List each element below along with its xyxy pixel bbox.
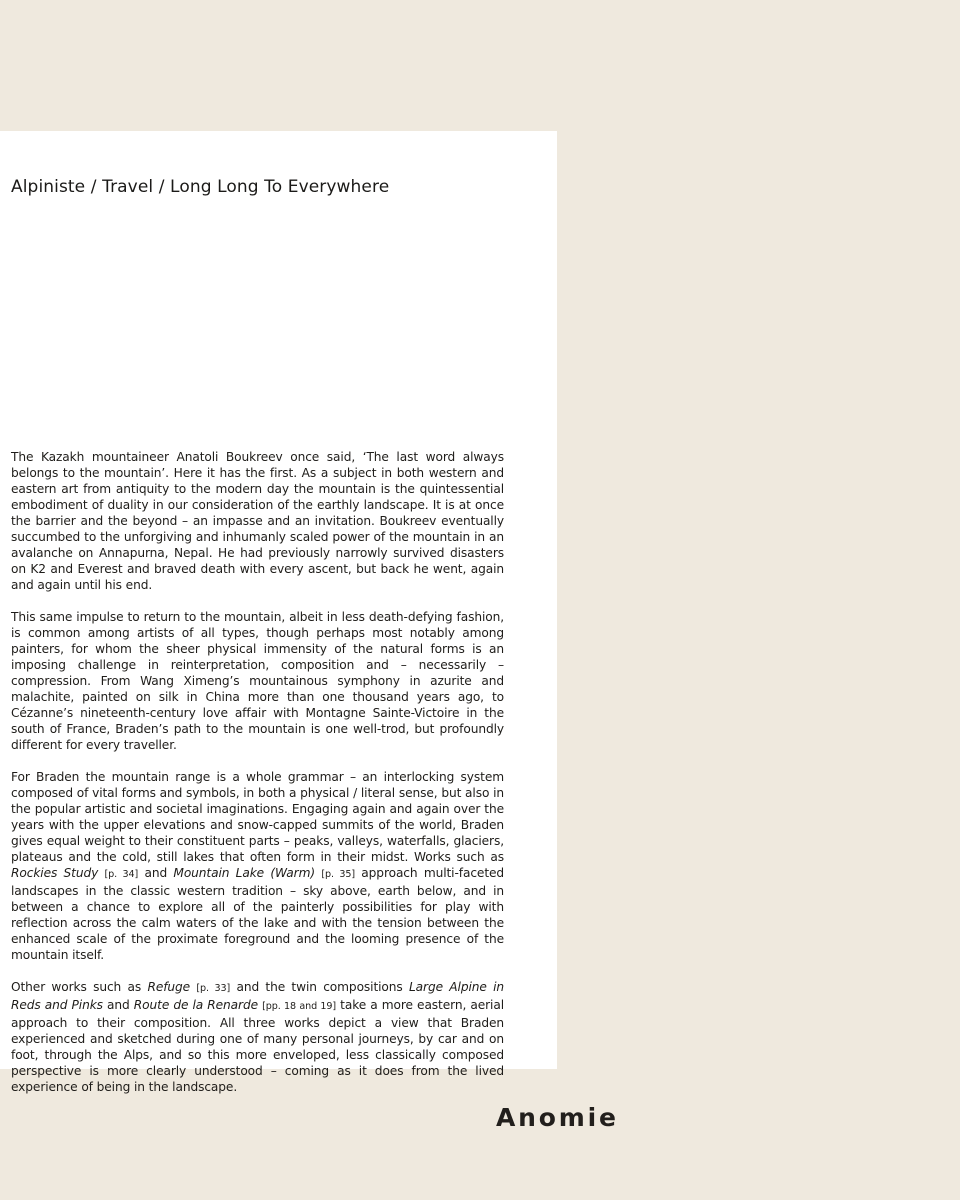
- paragraph-1: The Kazakh mountaineer Anatoli Boukreev once said, ‘The last word always belongs to the mountain’. Here it has the first. As a subject in both western and eastern art from antiquity to the modern day the mountain is the quintessential embodiment of duality in our consideration of the earthly landscape. It is at once the barrier and the beyond – an impasse and an invitation. Boukreev eventually succumbed to the unforgiving and inhumanly scaled power of the mountain in an avalanche on Annapurna, Nepal. He had previously narrowly survived disasters on K2 and Everest and braved death with every ascent, but back he went, again and again until his end.: [11, 450, 504, 592]
- page-ref-35: [p. 35]: [321, 869, 356, 880]
- article-body: [11, 449, 504, 1111]
- paragraph-4-text-d: take a more eastern, aerial approach to their composition. All three works depict a view that Braden experienced and sketched during one of many personal journeys, by car and on foot, through the Alps, and so this more enveloped, less classically composed perspective is more clearly understood – coming as it does from the lived experience of being in the landscape.: [11, 998, 504, 1094]
- brand-wordmark: Anomie: [496, 1103, 619, 1132]
- paragraph-4-text-a: Other works such as: [11, 980, 148, 994]
- work-title-refuge: Refuge: [147, 980, 191, 994]
- paragraph-3-text-b: and: [138, 866, 174, 880]
- paragraph-4: [11, 979, 504, 1095]
- page-ref-33: [p. 33]: [196, 983, 231, 994]
- paragraph-2: This same impulse to return to the mountain, albeit in less death-defying fashion, is common among artists of all types, though perhaps most notably among painters, for whom the sheer physical immensity of the natural forms is an imposing challenge in reinterpretation, composition and – necessarily – compression. From Wang Ximeng’s mountainous symphony in azurite and malachite, painted on silk in China more than one thousand years ago, to Cézanne’s nineteenth-century love affair with Montagne Sainte-Victoire in the south of France, Braden’s path to the mountain is one well-trod, but profoundly different for every traveller.: [11, 610, 504, 752]
- work-title-route-de-la-renarde: Route de la Renarde: [133, 998, 258, 1012]
- work-title-large-alpine: Large Alpine in Reds and Pinks: [11, 980, 505, 1012]
- paragraph-4-text-b: and the twin compositions: [230, 980, 409, 994]
- page-ref-34: [p. 34]: [104, 869, 139, 880]
- paragraph-3-text-a: For Braden the mountain range is a whole grammar – an interlocking system composed of vital forms and symbols, in both a physical / literal sense, but also in the popular artistic and societal imaginations. Engaging again and again over the years with the upper elevations and snow-capped summits of the world, Braden gives equal weight to their constituent parts – peaks, valleys, waterfalls, glaciers, plateaus and the cold, still lakes that often form in their midst. Works such as: [11, 770, 504, 864]
- work-title-mountain-lake: Mountain Lake (Warm): [173, 866, 316, 880]
- paragraph-3: [11, 769, 504, 963]
- page-ref-18-19: [pp. 18 and 19]: [262, 1001, 337, 1012]
- page-title: Alpiniste / Travel / Long Long To Everywhere: [11, 177, 390, 197]
- work-title-rockies-study: Rockies Study: [11, 866, 99, 880]
- paragraph-3-text-c: approach multi-faceted landscapes in the classic western tradition – sky above, earth below, and in between a chance to explore all of the painterly possibilities for play with reflection across the calm waters of the lake and with the tension between the enhanced scale of the proximate foreground and the looming presence of the mountain itself.: [11, 866, 505, 962]
- paragraph-4-text-c: and: [102, 998, 134, 1012]
